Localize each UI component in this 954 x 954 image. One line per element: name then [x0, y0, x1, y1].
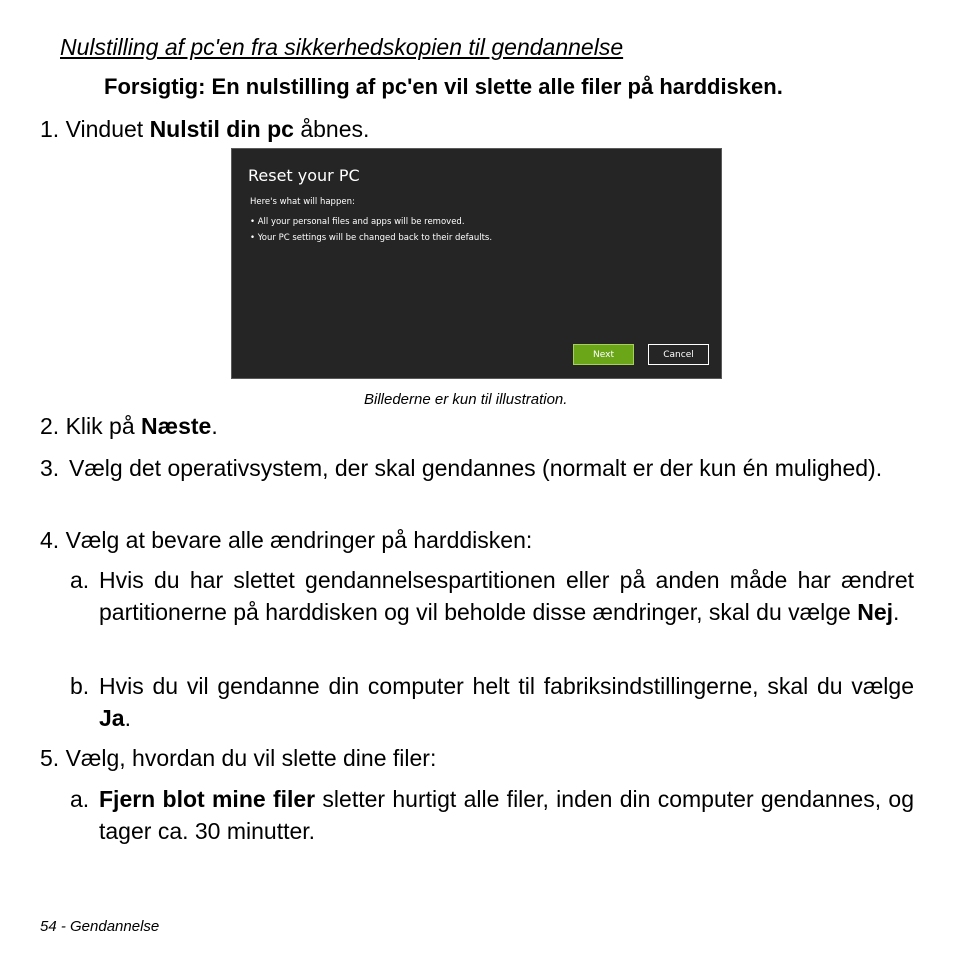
step-text-pre: Vinduet — [65, 116, 150, 142]
dialog-bullet: • Your PC settings will be changed back to their defaults. — [250, 233, 493, 243]
step-number: 5. — [40, 745, 60, 771]
section-heading: Nulstilling af pc'en fra sikkerhedskopien til gendannelse — [60, 34, 624, 60]
step-5a-text — [99, 783, 914, 847]
step-text-post: . — [124, 705, 131, 731]
step-4a-letter: a. — [70, 567, 90, 593]
step-2 — [40, 410, 218, 443]
warning-text: Forsigtig: En nulstilling af pc'en vil slette alle filer på harddisken. — [104, 74, 783, 99]
step-number: 1. — [40, 116, 60, 142]
cancel-button[interactable]: Cancel — [648, 344, 709, 365]
step-text: Vælg at bevare alle ændringer på harddisken: — [65, 527, 533, 553]
step-4b-letter: b. — [70, 673, 90, 699]
image-caption: Billederne er kun til illustration. — [364, 391, 568, 408]
step-number: 2. — [40, 413, 60, 439]
step-5a-letter: a. — [70, 786, 90, 812]
next-button[interactable]: Next — [573, 344, 634, 365]
step-text-bold: Fjern blot mine filer — [99, 786, 316, 812]
step-3-text: Vælg det operativsystem, der skal gendannes (normalt er der kun én mulighed). — [69, 455, 883, 481]
dialog-bullet: • All your personal files and apps will be removed. — [250, 217, 465, 227]
dialog-title: Reset your PC — [248, 166, 360, 185]
step-text-pre: Klik på — [65, 413, 142, 439]
step-text-post: åbnes. — [293, 116, 370, 142]
step-4 — [40, 524, 532, 557]
step-text-post: . — [893, 599, 900, 625]
step-text-pre: Hvis du har slettet gendannelsespartitionen eller på anden måde har ændret partitionerne på harddisken og vil beholde disse ændringer, skal du vælge — [99, 567, 914, 625]
step-text-pre: Hvis du vil gendanne din computer helt til fabriksindstillingerne, skal du vælge — [99, 673, 914, 699]
reset-pc-screenshot — [231, 148, 722, 379]
step-1 — [40, 113, 369, 146]
step-3-number: 3. — [40, 455, 60, 481]
step-4b-text — [99, 670, 914, 734]
step-5 — [40, 742, 436, 775]
step-4a-text — [99, 564, 914, 628]
page-footer: 54 - Gendannelse — [40, 918, 160, 935]
step-text-bold: Ja — [99, 705, 125, 731]
step-text-bold: Næste — [141, 413, 212, 439]
dialog-subtitle: Here's what will happen: — [250, 197, 355, 207]
step-text-post: sletter hurtigt alle filer, inden din computer gendannes, og tager ca. 30 minutter. — [99, 786, 914, 844]
step-text-post: . — [211, 413, 218, 439]
step-text: Vælg, hvordan du vil slette dine filer: — [65, 745, 437, 771]
step-number: 4. — [40, 527, 60, 553]
step-text-bold: Nulstil din pc — [149, 116, 294, 142]
step-text-bold: Nej — [857, 599, 893, 625]
